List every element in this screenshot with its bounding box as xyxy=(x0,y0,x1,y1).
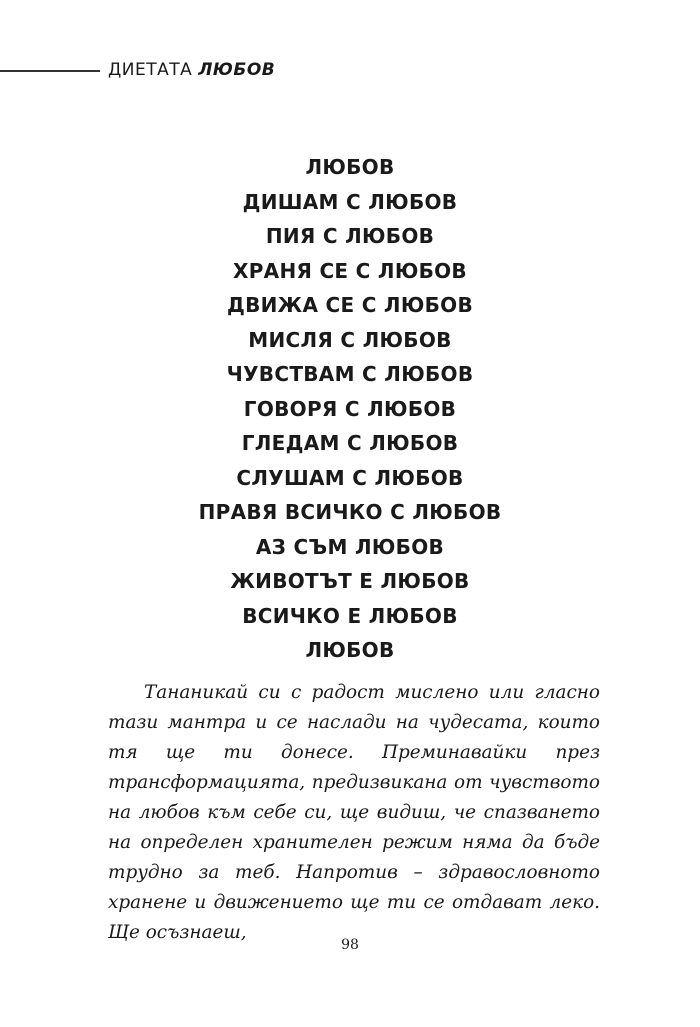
mantra-line: ЖИВОТЪТ Е ЛЮБОВ xyxy=(230,569,470,593)
mantra-line: ДИШАМ С ЛЮБОВ xyxy=(242,189,458,214)
header-title: ЛЮБОВ xyxy=(198,60,276,80)
mantra-line: ПРАВЯ ВСИЧКО С ЛЮБОВ xyxy=(198,500,502,524)
mantra-line: ГЛЕДАМ С ЛЮБОВ xyxy=(241,431,459,455)
mantra-line: ЧУВСТВАМ С ЛЮБОВ xyxy=(226,362,474,386)
mantra-list xyxy=(0,152,700,670)
mantra-line: ЛЮБОВ xyxy=(305,638,395,662)
page-number: 98 xyxy=(341,937,359,953)
mantra-line: ПИЯ С ЛЮБОВ xyxy=(265,224,435,248)
body-paragraph: Тананикай си с радост мислено или гласно тази мантра и се наслади на чудесата, които тя ще ти донесе. Преминавайки през трансформацията, предизвикана от чувството на любов към себе си, ще видиш, че спазването на определен хранителен режим няма да бъде трудно за теб. Напротив – здравословното хранене и движението ще ти се отдават леко. Ще осъзнаеш, xyxy=(108,682,600,943)
mantra-line: МИСЛЯ С ЛЮБОВ xyxy=(248,327,452,352)
header-rule xyxy=(0,70,100,72)
mantra-line: ГОВОРЯ С ЛЮБОВ xyxy=(243,396,457,421)
header-label: ДИЕТАТА xyxy=(108,60,193,80)
running-header xyxy=(0,59,700,83)
header-text xyxy=(108,59,275,81)
mantra-line: СЛУШАМ С ЛЮБОВ xyxy=(236,465,464,490)
mantra-line: АЗ СЪМ ЛЮБОВ xyxy=(255,534,445,559)
mantra-line: ВСИЧКО Е ЛЮБОВ xyxy=(242,603,458,628)
mantra-line: ДВИЖА СЕ С ЛЮБОВ xyxy=(226,293,474,317)
mantra-line: ЛЮБОВ xyxy=(305,155,395,179)
mantra-line: ХРАНЯ СЕ С ЛЮБОВ xyxy=(233,258,467,283)
